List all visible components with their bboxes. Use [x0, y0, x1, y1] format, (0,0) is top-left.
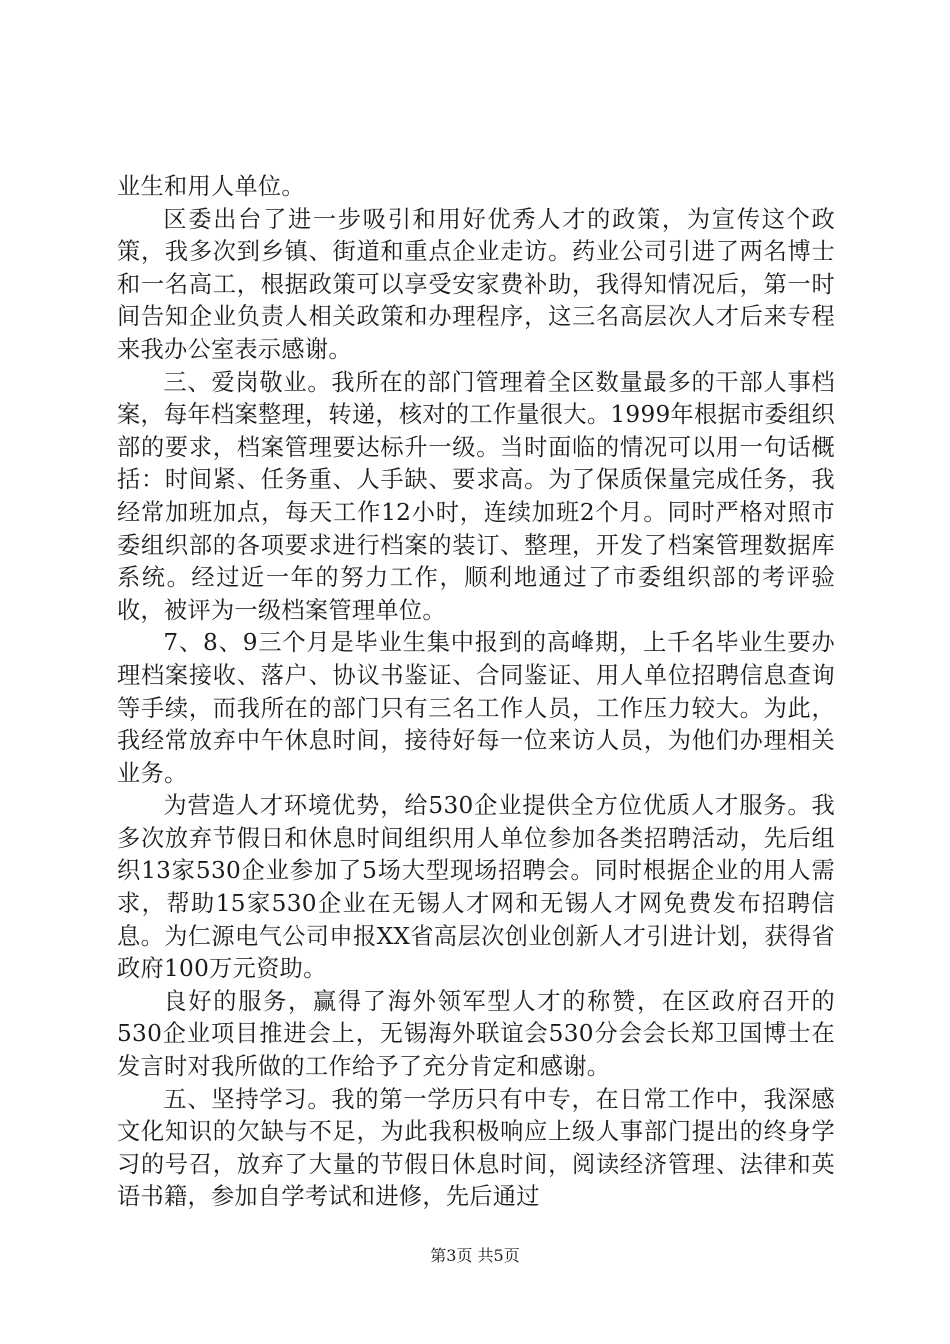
paragraph-good-service: 良好的服务，赢得了海外领军型人才的称赞，在区政府召开的530企业项目推进会上，无锡海外联谊会530分会会长郑卫国博士在发言时对我所做的工作给予了充分肯定和感谢。	[117, 987, 835, 1081]
paragraph-talent-policy: 区委出台了进一步吸引和用好优秀人才的政策，为宣传这个政策，我多次到乡镇、街道和重点企业走访。药业公司引进了两名博士和一名高工，根据政策可以享受安家费补助，我得知情况后，第一时间告知企业负责人相关政策和办理程序，这三名高层次人才后来专程来我办公室表示感谢。	[117, 205, 835, 363]
paragraph-continuation: 业生和用人单位。	[117, 173, 305, 200]
page-number-footer: 第3页 共5页	[430, 1246, 520, 1265]
document-body	[117, 171, 835, 1214]
paragraph-graduates: 7、8、9三个月是毕业生集中报到的高峰期，上千名毕业生要办理档案接收、落户、协议书鉴证、合同鉴证、用人单位招聘信息查询等手续，而我所在的部门只有三名工作人员，工作压力较大。为此，我经常放弃中午休息时间，接待好每一位来访人员，为他们办理相关业务。	[117, 629, 835, 787]
paragraph-learning: 五、坚持学习。我的第一学历只有中专，在日常工作中，我深感文化知识的欠缺与不足，为此我积极响应上级人事部门提出的终身学习的号召，放弃了大量的节假日休息时间，阅读经济管理、法律和英语书籍，参加自学考试和进修，先后通过	[117, 1085, 835, 1211]
paragraph-dedication: 三、爱岗敬业。我所在的部门管理着全区数量最多的干部人事档案，每年档案整理，转递，核对的工作量很大。1999年根据市委组织部的要求，档案管理要达标升一级。当时面临的情况可以用一句话概括：时间紧、任务重、人手缺、要求高。为了保质保量完成任务，我经常加班加点，每天工作12小时，连续加班2个月。同时严格对照市委组织部的各项要求进行档案的装订、整理，开发了档案管理数据库系统。经过近一年的努力工作，顺利地通过了市委组织部的考评验收，被评为一级档案管理单位。	[117, 368, 835, 624]
paragraph-530-service: 为营造人才环境优势，给530企业提供全方位优质人才服务。我多次放弃节假日和休息时间组织用人单位参加各类招聘活动，先后组织13家530企业参加了5场大型现场招聘会。同时根据企业的用人需求，帮助15家530企业在无锡人才网和无锡人才网免费发布招聘信息。为仁源电气公司申报XX省高层次创业创新人才引进计划，获得省政府100万元资助。	[117, 792, 835, 983]
